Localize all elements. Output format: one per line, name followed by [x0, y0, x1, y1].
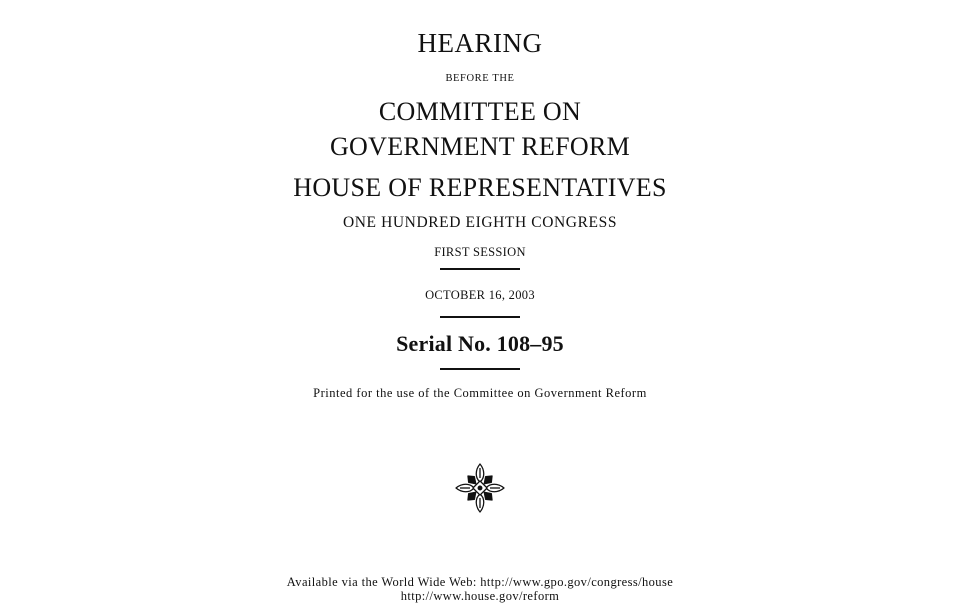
hearing-date: OCTOBER 16, 2003	[425, 288, 535, 302]
congress-label: ONE HUNDRED EIGHTH CONGRESS	[342, 214, 618, 231]
availability-note: Available via the World Wide Web: http://www.gpo.gov/congress/house	[286, 575, 674, 589]
divider-rule	[440, 268, 520, 270]
house-of-representatives: HOUSE OF REPRESENTATIVES	[293, 173, 667, 202]
committee-name-line1: COMMITTEE ON	[378, 97, 582, 126]
session-label: FIRST SESSION	[434, 245, 526, 259]
hearing-title: HEARING	[417, 28, 543, 58]
serial-number: Serial No. 108–95	[396, 331, 564, 356]
before-the-label: BEFORE THE	[445, 73, 515, 84]
availability-note-cutoff: http://www.house.gov/reform	[400, 589, 560, 603]
printed-for-note: Printed for the use of the Committee on Government Reform	[313, 386, 647, 400]
committee-name-line2: GOVERNMENT REFORM	[329, 132, 631, 161]
gpo-seal-ornament-icon	[452, 460, 508, 516]
divider-rule	[440, 368, 520, 370]
divider-rule	[440, 316, 520, 318]
